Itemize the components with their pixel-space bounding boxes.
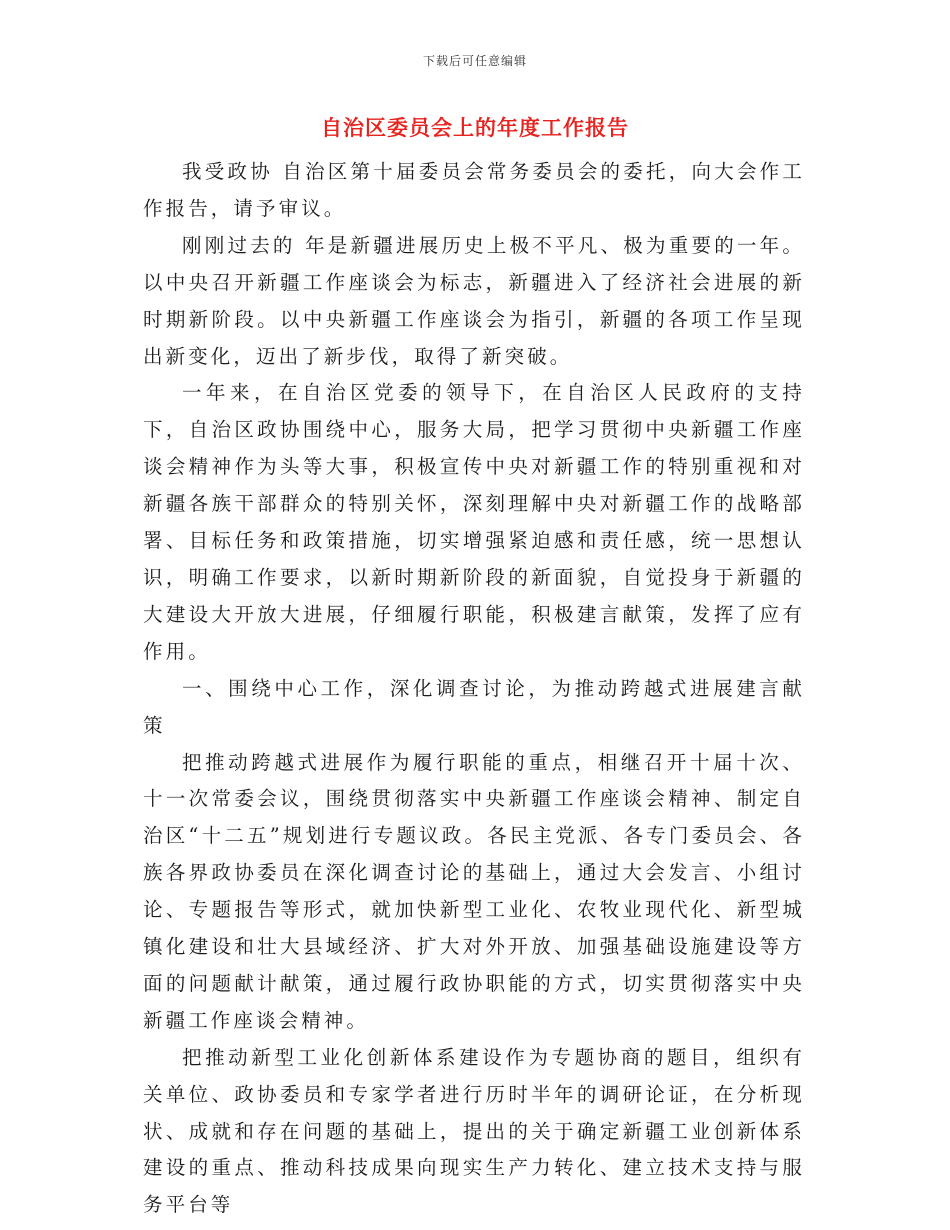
document-title: 自治区委员会上的年度工作报告 bbox=[321, 115, 629, 140]
paragraph: 我受政协 自治区第十届委员会常务委员会的委托，向大会作工作报告，请予审议。 bbox=[143, 160, 805, 220]
paragraph: 把推动新型工业化创新体系建设作为专题协商的题目，组织有关单位、政协委员和专家学者进行历时半年的调研论证，在分析现状、成就和存在问题的基础上，提出的关于确定新疆工业创新体系建设的重点、推动科技成果向现实生产力转化、建立技术支持与服务平台等 bbox=[143, 1045, 805, 1217]
section-heading: 一、围绕中心工作，深化调查讨论，为推动跨越式进展建言献策 bbox=[143, 676, 805, 737]
document-body bbox=[143, 154, 805, 1224]
paragraph: 一年来，在自治区党委的领导下，在自治区人民政府的支持下，自治区政协围绕中心，服务大局，把学习贯彻中央新疆工作座谈会精神作为头等大事，积极宣传中央对新疆工作的特别重视和对新疆各族干部群众的特别关怀，深刻理解中央对新疆工作的战略部署、目标任务和政策措施，切实增强紧迫感和责任感，统一思想认识，明确工作要求，以新时期新阶段的新面貌，自觉投身于新疆的大建设大开放大进展，仔细履行职能，积极建言献策，发挥了应有作用。 bbox=[143, 381, 805, 663]
paragraph: 刚刚过去的 年是新疆进展历史上极不平凡、极为重要的一年。以中央召开新疆工作座谈会为标志，新疆进入了经济社会进展的新时期新阶段。以中央新疆工作座谈会为指引，新疆的各项工作呈现出新变化，迈出了新步伐，取得了新突破。 bbox=[143, 233, 805, 368]
paragraph: 把推动跨越式进展作为履行职能的重点，相继召开十届十次、十一次常委会议，围绕贯彻落实中央新疆工作座谈会精神、制定自治区“十二五”规划进行专题议政。各民主党派、各专门委员会、各族各界政协委员在深化调查讨论的基础上，通过大会发言、小组讨论、专题报告等形式，就加快新型工业化、农牧业现代化、新型城镇化建设和壮大县域经济、扩大对外开放、加强基础设施建设等方面的问题献计献策，通过履行政协职能的方式，切实贯彻落实中央新疆工作座谈会精神。 bbox=[143, 750, 805, 1032]
header-note: 下载后可任意编辑 bbox=[422, 54, 527, 68]
